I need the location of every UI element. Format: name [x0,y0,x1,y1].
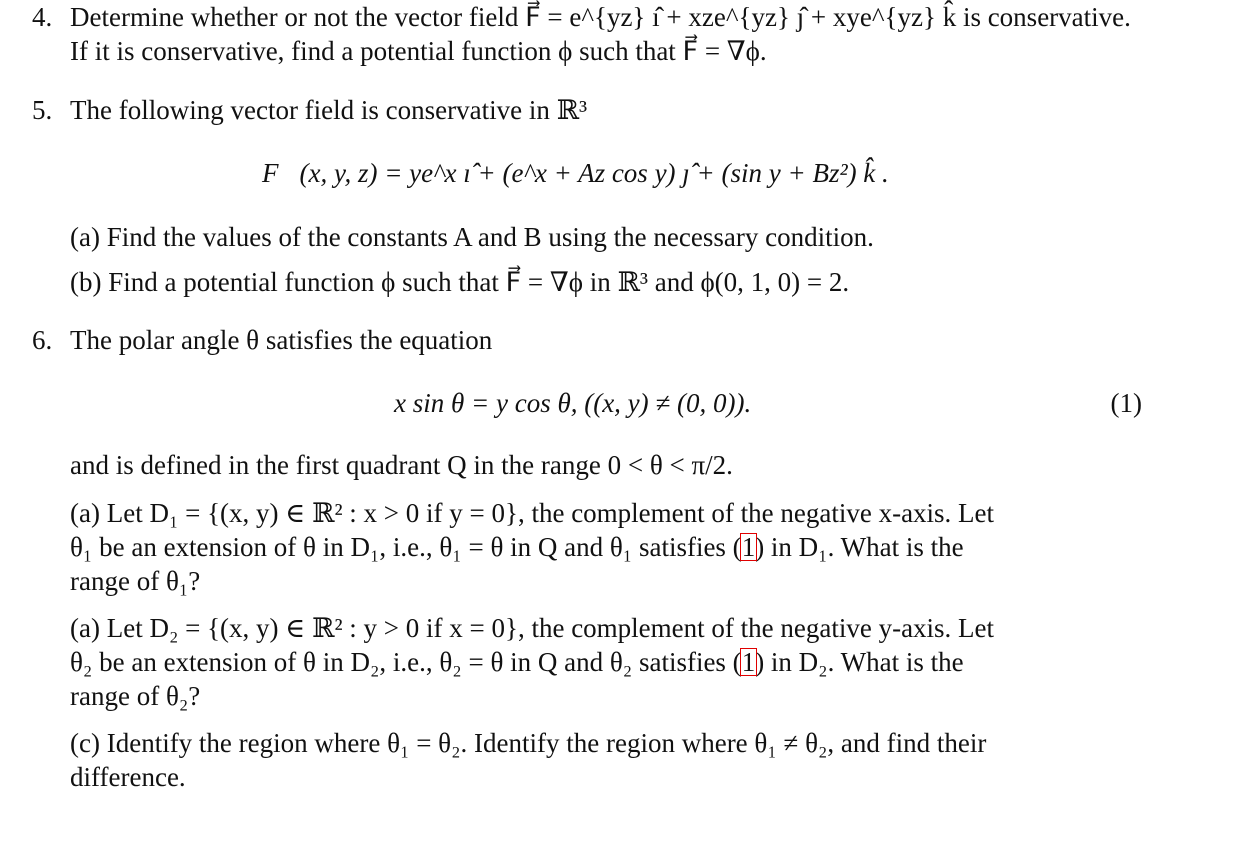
problem-5-part-a: (a) Find the values of the constants A and B using the necessary condition. [70,222,874,252]
equation-reference-link[interactable]: 1 [741,647,756,677]
problem-6-part-1-line-2 [70,530,964,564]
problem-6-part-c-line-2: difference. [70,762,186,792]
problem-6-intro: The polar angle θ satisfies the equation [70,325,493,355]
problem-6-part-2-line-1: (a) Let D₂ = {(x, y) ∈ ℝ² : y > 0 if x = 0}, the complement of the negative y-axis. Let [70,613,995,643]
problem-6-part-1-line-1: (a) Let D₁ = {(x, y) ∈ ℝ² : x > 0 if y = 0}, the complement of the negative x-axis. Let [70,498,995,528]
part-1-line-2-after: ) in D₁. What is the [755,532,964,562]
problem-4-line-1 [32,0,1131,34]
problem-5-intro: The following vector field is conservative in ℝ³ [70,95,588,125]
equation-number: (1) [1110,388,1142,418]
problem-5-line-1 [32,93,588,127]
problem-6-part-c-line-1: (c) Identify the region where θ₁ = θ₂. Identify the region where θ₁ ≠ θ₂, and find their [70,728,987,758]
problem-6-after: and is defined in the first quadrant Q in the range 0 < θ < π/2. [70,450,733,480]
equation-reference-link[interactable]: 1 [741,532,756,562]
problem-4-text-2: If it is conservative, find a potential function ϕ such that F⃗ = ∇ϕ. [70,36,767,66]
problem-4-number: 4. [32,2,53,32]
problem-6-part-2-line-3: range of θ₂? [70,681,201,711]
problem-4-text-1: Determine whether or not the vector field F⃗ = e^{yz} ı̂ + xze^{yz} ȷ̂ + xye^{yz} k̂ is conservative. [70,2,1131,32]
problem-5-number: 5. [32,95,53,125]
problem-6-equation: x sin θ = y cos θ, ((x, y) ≠ (0, 0)). [394,388,752,418]
problem-6-line-1 [32,323,493,357]
part-2-line-2-after: ) in D₂. What is the [755,647,964,677]
problem-6-part-2-line-2 [70,645,964,679]
part-2-line-2-before: θ₂ be an extension of θ in D₂, i.e., θ₂ = θ in Q and θ₂ satisfies ( [70,647,742,677]
problem-5-part-b: (b) Find a potential function ϕ such that F⃗ = ∇ϕ in ℝ³ and ϕ(0, 1, 0) = 2. [70,267,850,297]
part-1-line-2-before: θ₁ be an extension of θ in D₁, i.e., θ₁ = θ in Q and θ₁ satisfies ( [70,532,742,562]
problem-6-number: 6. [32,325,53,355]
problem-5-equation: F⃗(x, y, z) = ye^x ı̂ + (e^x + Az cos y) ȷ̂ + (sin y + Bz²) k̂ . [262,158,889,188]
problem-6-part-1-line-3: range of θ₁? [70,566,201,596]
